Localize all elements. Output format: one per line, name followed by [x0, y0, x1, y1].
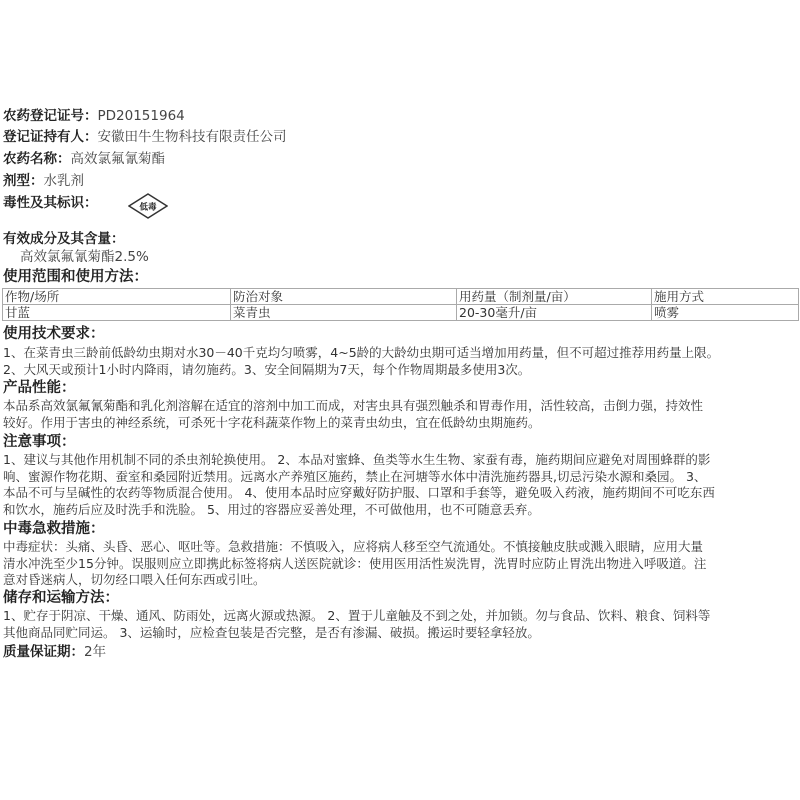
ingredient-value: 高效氯氟氰菊酯2.5% [20, 249, 149, 265]
firstaid-paragraph [3, 539, 799, 589]
holder-value: 安徽田牛生物科技有限责任公司 [97, 129, 287, 145]
usage-cell-dosage: 20-30毫升/亩 [457, 305, 652, 321]
warranty-label: 质量保证期： [3, 644, 84, 660]
warranty-value: 2年 [84, 644, 107, 660]
tech-paragraph [3, 345, 799, 378]
ingredient-label: 有效成分及其含量： [3, 231, 125, 247]
formulation-label: 剂型： [3, 173, 44, 189]
tech-line-2: 2、大风天或预计1小时内降雨，请勿施药。3、安全间隔期为7天，每个作物周期最多使用3次。 [3, 361, 531, 377]
performance-line-1: 本品系高效氯氟氰菊酯和乳化剂溶解在适宜的溶剂中加工而成，对害虫具有强烈触杀和胃毒作用，活性较高，击倒力强，持效性 [3, 398, 704, 413]
toxicity-label: 毒性及其标识： [3, 195, 98, 211]
registration-label: 农药登记证号： [3, 108, 98, 124]
performance-line-2: 较好。作用于害虫的神经系统，可杀死十字花科蔬菜作物上的菜青虫幼虫，宜在低龄幼虫期施药。 [3, 414, 541, 430]
table-row [3, 305, 799, 321]
formulation-value: 水乳剂 [43, 173, 84, 189]
toxicity-badge-text: 低毒 [139, 202, 157, 213]
usage-header-crop: 作物/场所 [3, 289, 231, 305]
warranty-row [3, 644, 106, 661]
ingredient-row [3, 231, 125, 248]
holder-row [3, 129, 287, 146]
usage-header-method: 施用方式 [652, 289, 799, 305]
name-value: 高效氯氟氰菊酯 [70, 151, 165, 167]
registration-row [3, 108, 185, 125]
low-toxicity-badge [128, 193, 168, 219]
cautions-heading: 注意事项： [3, 434, 76, 450]
toxicity-row [3, 195, 98, 212]
storage-heading: 储存和运输方法： [3, 590, 119, 606]
tech-line-1: 1、在菜青虫三龄前低龄幼虫期对水30－40千克均匀喷雾，4~5龄的大龄幼虫期可适当增加用药量，但不可超过推荐用药量上限。 [3, 345, 720, 360]
firstaid-heading: 中毒急救措施： [3, 521, 105, 537]
formulation-row [3, 173, 84, 190]
cautions-line-3: 本品不可与呈碱性的农药等物质混合使用。 4、使用本品时应穿戴好防护服、口罩和手套等，避免吸入药液，施药期间不可吃东西 [3, 485, 715, 500]
usage-header-dosage: 用药量（制剂量/亩） [457, 289, 652, 305]
usage-table-header [3, 289, 799, 305]
usage-heading: 使用范围和使用方法： [3, 269, 148, 285]
storage-line-2: 其他商品同贮同运。 3、运输时，应检查包装是否完整，是否有渗漏、破损。搬运时要轻拿轻放。 [3, 624, 540, 640]
cautions-line-2: 响、蜜源作物花期、蚕室和桑园附近禁用。远离水产养殖区施药，禁止在河塘等水体中清洗施药器具,切忌污染水源和桑园。 3、 [3, 468, 707, 484]
performance-paragraph [3, 398, 799, 431]
storage-line-1: 1、贮存于阴凉、干燥、通风、防雨处，远离火源或热源。 2、置于儿童触及不到之处，并加锁。勿与食品、饮料、粮食、饲料等 [3, 608, 711, 623]
usage-header-target: 防治对象 [231, 289, 457, 305]
name-label: 农药名称： [3, 151, 71, 167]
usage-cell-target: 菜青虫 [231, 305, 457, 321]
registration-value: PD20151964 [97, 108, 185, 124]
cautions-line-1: 1、建议与其他作用机制不同的杀虫剂轮换使用。 2、本品对蜜蜂、鱼类等水生生物、家蚕有毒，施药期间应避免对周围蜂群的影 [3, 452, 711, 467]
storage-paragraph [3, 608, 799, 641]
holder-label: 登记证持有人： [3, 129, 98, 145]
tech-heading: 使用技术要求： [3, 326, 105, 342]
usage-table [2, 288, 799, 321]
firstaid-line-3: 意对昏迷病人，切勿经口喂入任何东西或引吐。 [3, 572, 266, 587]
ingredient-value-row [20, 249, 149, 266]
cautions-line-4: 和饮水，施药后应及时洗手和洗脸。 5、用过的容器应妥善处理，不可做他用，也不可随意丢弃。 [3, 501, 540, 517]
firstaid-line-2: 清水冲洗至少15分钟。误服则应立即携此标签将病人送医院就诊：使用医用活性炭洗胃，洗胃时应防止胃洗出物进入呼吸道。注 [3, 555, 707, 571]
firstaid-line-1: 中毒症状：头痛、头昏、恶心、呕吐等。急救措施：不慎吸入，应将病人移至空气流通处。不慎接触皮肤或溅入眼睛，应用大量 [3, 539, 704, 554]
usage-cell-crop: 甘蓝 [3, 305, 231, 321]
cautions-paragraph [3, 452, 799, 518]
performance-heading: 产品性能： [3, 380, 76, 396]
name-row [3, 151, 165, 168]
usage-cell-method: 喷雾 [652, 305, 799, 321]
